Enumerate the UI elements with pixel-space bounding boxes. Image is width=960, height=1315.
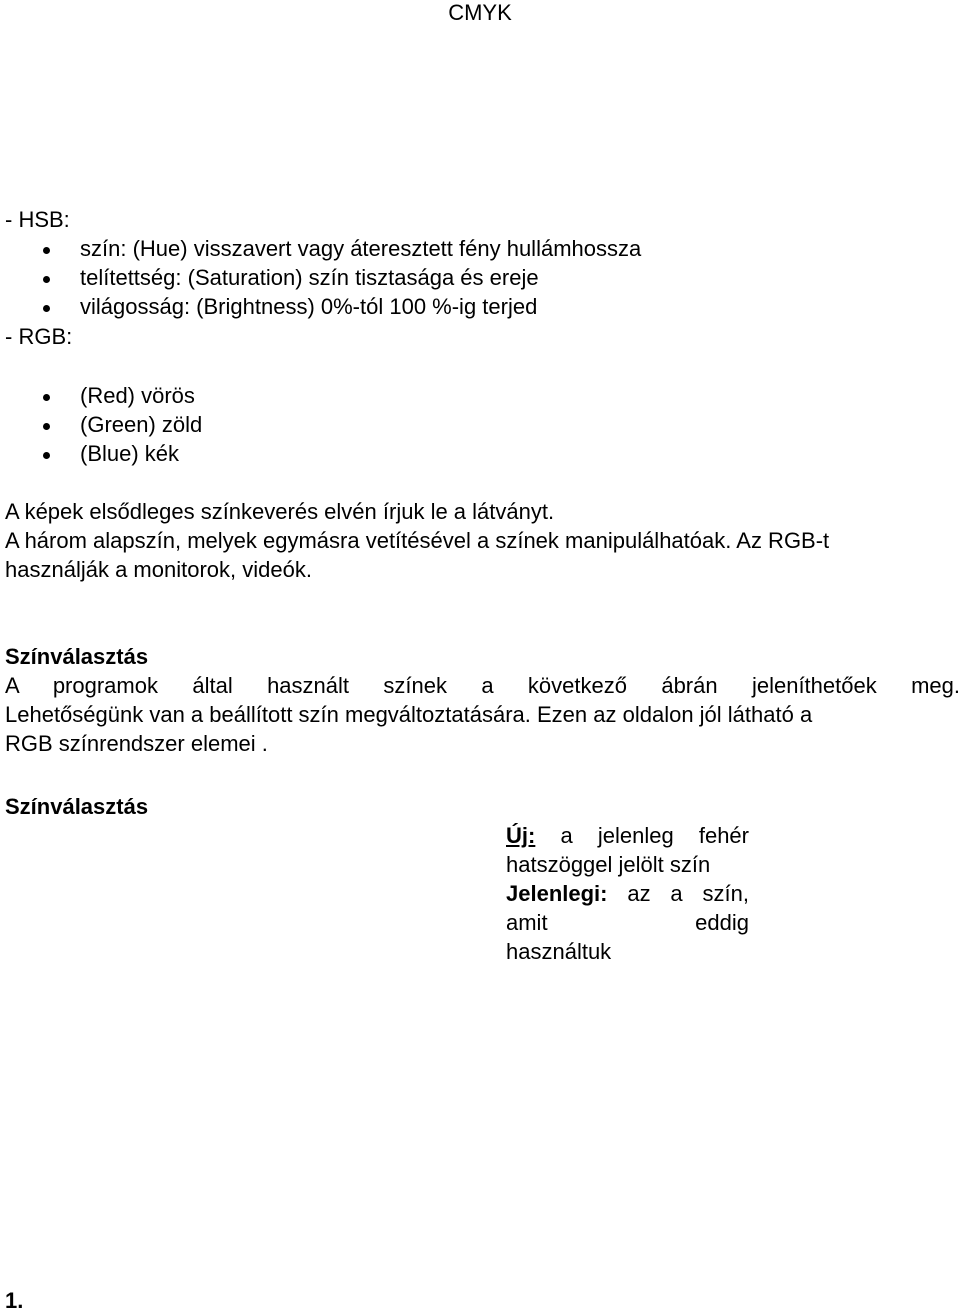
hsb-list [0,234,641,321]
color-note [506,821,749,966]
list-item [0,381,202,410]
note-line [506,879,749,908]
jelenlegi-text: az a szín, [627,881,749,906]
rgb-label: - RGB: [5,324,73,349]
note-line: hatszöggel jelölt szín [506,852,711,877]
section-heading: Színválasztás [5,794,149,819]
list-item [0,263,641,292]
list-item-text: világosság: (Brightness) 0%-tól 100 %-ig terjed [80,294,538,319]
bullet-icon [43,423,50,430]
bullet-icon [43,394,50,401]
bullet-icon [43,305,50,312]
paragraph-line: RGB színrendszer elemei . [5,731,268,756]
list-item-text: telítettség: (Saturation) szín tisztasága és ereje [80,265,539,290]
uj-label: Új: [506,823,536,848]
bullet-icon [43,276,50,283]
list-item-text: szín: (Hue) visszavert vagy áteresztett fény hullámhossza [80,236,642,261]
note-line: használtuk [506,939,612,964]
rgb-list [0,381,202,468]
hsb-label: - HSB: [5,207,70,232]
list-item [0,439,202,468]
paragraph-line: A programok által használt színek a következő ábrán jeleníthetőek meg. [5,673,960,698]
intro-line-3: használják a monitorok, videók. [5,557,312,582]
list-item-text: (Green) zöld [80,412,203,437]
jelenlegi-label: Jelenlegi: [506,881,608,906]
paragraph-line: Lehetőségünk van a beállított szín megváltoztatására. Ezen az oldalon jól látható a [5,702,813,727]
intro-line-2: A három alapszín, melyek egymásra vetítésével a színek manipulálhatóak. Az RGB-t [5,528,830,553]
uj-text: a jelenleg fehér [560,823,749,848]
page-number: 1. [5,1288,24,1313]
section1-paragraph [5,671,960,758]
note-line: amit eddig [506,910,749,935]
bullet-icon [43,247,50,254]
intro-line-1: A képek elsődleges színkeverés elvén írjuk le a látványt. [5,499,555,524]
list-item-text: (Blue) kék [80,441,180,466]
list-item [0,292,641,321]
note-line [506,821,749,850]
list-item [0,410,202,439]
page-title: CMYK [448,0,512,25]
section-heading: Színválasztás [5,644,149,669]
bullet-icon [43,452,50,459]
list-item [0,234,641,263]
list-item-text: (Red) vörös [80,383,195,408]
